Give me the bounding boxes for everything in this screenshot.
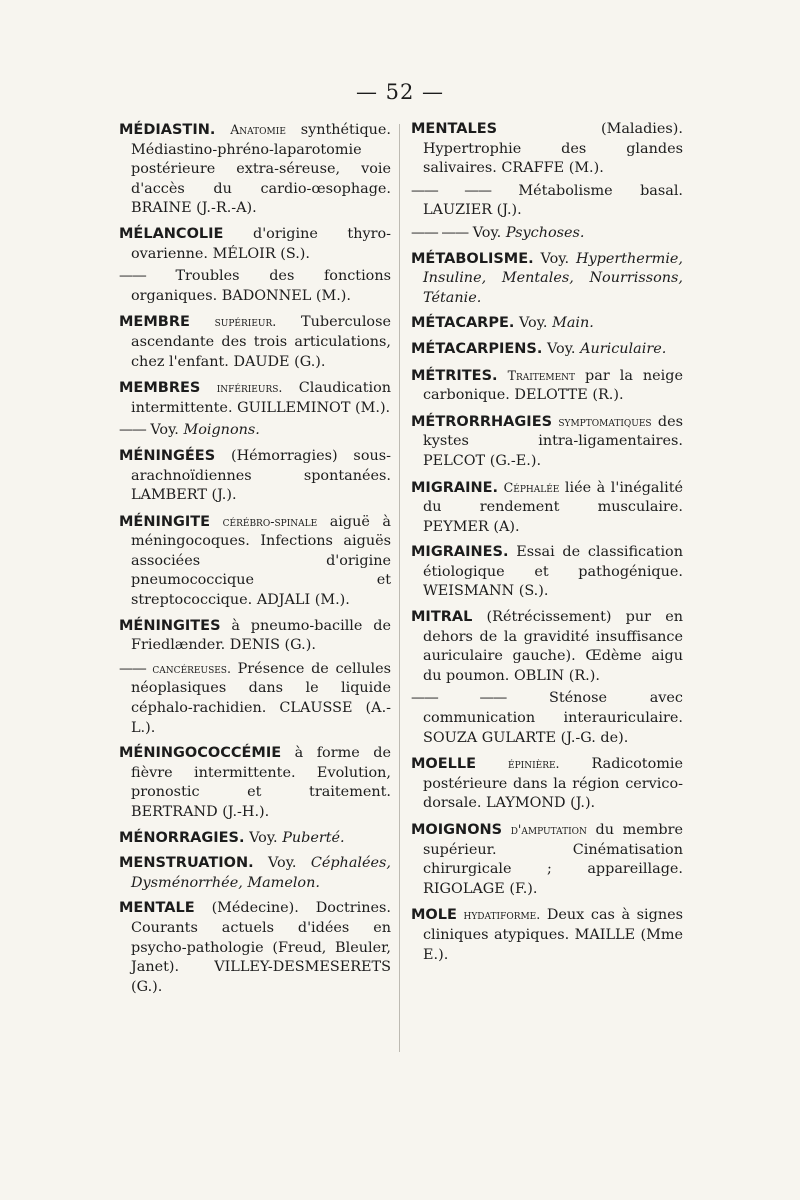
index-entry: [411, 543, 683, 602]
entry-cross-reference: Céphalées, Dysménorrhée, Mamelon.: [131, 855, 391, 891]
entry-headword: MÉDIASTIN.: [119, 122, 216, 138]
index-entry: [411, 820, 683, 899]
index-entry: [411, 224, 683, 244]
entry-author: VILLEY-DESMESERETS (G.).: [131, 959, 391, 995]
entry-subheading: Anatomie: [230, 122, 286, 137]
entry-subheading: hydatiforme.: [463, 907, 541, 923]
entry-headword: MOIGNONS: [411, 822, 503, 838]
entry-cross-reference: Hyperthermie, Insuline, Mentales, Nourrissons, Tétanie.: [423, 250, 684, 306]
entry-text: Voy.: [267, 855, 297, 872]
continuation-dash: —— ——: [411, 224, 469, 241]
entry-text: synthétique. Médiastino-phréno-laparotomie postérieure extra-séreuse, voie d'accès du cardio-œsophage.: [131, 122, 392, 197]
index-entry: [411, 340, 683, 360]
entry-author: DELOTTE (R.).: [514, 387, 624, 404]
entry-subheading: cancéreuses.: [152, 660, 231, 676]
entry-headword: MITRAL: [411, 609, 473, 626]
index-entry: [119, 421, 391, 441]
index-entry: [411, 366, 683, 406]
entry-text: Voy.: [150, 422, 179, 439]
entry-text: Sténose avec communication interauriculaire.: [423, 690, 683, 727]
entry-author: DAUDE (G.).: [233, 353, 326, 370]
entry-author: PELCOT (G.-E.).: [423, 452, 542, 469]
entry-text: (Rétrécissement) pur en dehors de la gravidité insuffisance auriculaire gauche). Œdème aigu du poumon.: [423, 609, 683, 684]
entry-author: OBLIN (R.).: [513, 667, 600, 684]
entry-headword: MÉLANCOLIE: [119, 225, 224, 242]
index-entry: [119, 120, 391, 219]
entry-headword: MÉNINGITES: [119, 617, 221, 634]
entry-headword: MÉTACARPE.: [411, 315, 515, 332]
entry-text: aiguë à méningocoques. Infections aiguës associées d'origine pneumococcique et streptococcique.: [131, 513, 392, 609]
entry-author: PEYMER (A).: [423, 518, 520, 535]
entry-text: d'origine thyro-ovarienne.: [131, 225, 392, 262]
entry-text: Radicotomie postérieure dans la région cervico-dorsale.: [423, 756, 684, 812]
index-entry: [411, 689, 683, 748]
entry-author: MAILLE (Mme E.).: [423, 926, 684, 963]
entry-text: Tuberculose ascendante des trois articulations, chez l'enfant.: [131, 314, 391, 370]
entry-text: liée à l'inégalité du rendement musculaire.: [423, 479, 684, 516]
entry-headword: MEMBRES: [119, 380, 201, 397]
index-entry: [411, 608, 683, 686]
index-entry: [119, 378, 391, 418]
entry-author: WEISMANN (S.).: [423, 583, 549, 600]
continuation-dash: —— ——: [411, 182, 491, 199]
index-entry: [119, 854, 391, 893]
entry-text: par la neige carbonique.: [423, 367, 684, 404]
entry-headword: MÉNINGOCOCCÉMIE: [119, 745, 282, 762]
entry-subheading: d'amputation: [510, 822, 587, 837]
entry-headword: MENTALES: [411, 121, 498, 137]
entry-author: BADONNEL (M.).: [221, 287, 351, 304]
entry-text: (Hémorragies) sous-arachnoïdiennes spontanées.: [131, 447, 391, 484]
index-entry: [119, 744, 391, 822]
entry-subheading: inférieurs.: [216, 380, 283, 396]
right-column: [411, 120, 683, 971]
entry-headword: MÉTRITES.: [411, 367, 498, 384]
index-entry: [411, 412, 683, 472]
entry-cross-reference: Puberté.: [282, 829, 345, 846]
entry-text: Présence de cellules néoplasiques dans le liquide céphalo-rachidien.: [131, 660, 391, 717]
entry-text: (Maladies). Hypertrophie des glandes salivaires.: [423, 121, 683, 177]
entry-subheading: Traitement: [507, 367, 576, 383]
page-number: — 52 —: [355, 80, 445, 104]
entry-text: Essai de classification étiologique et pathogénique.: [423, 544, 683, 580]
entry-headword: MÉNINGÉES: [119, 447, 216, 464]
entry-author: SOUZA GULARTE (J.-G. de).: [423, 729, 629, 746]
entry-text: Voy.: [546, 340, 576, 357]
entry-headword: MOLE: [411, 907, 457, 924]
entry-author: DENIS (G.).: [229, 637, 316, 654]
index-entry: [119, 312, 391, 372]
entry-text: à pneumo-bacille de Friedlænder.: [131, 617, 391, 654]
entry-headword: MIGRAINES.: [411, 544, 509, 561]
index-entry: [411, 905, 683, 965]
entry-text: Voy.: [540, 250, 570, 267]
index-entry: [119, 512, 391, 611]
index-entry: [411, 754, 683, 814]
left-column: [119, 120, 391, 1003]
entry-text: Deux cas à signes cliniques atypiques.: [423, 907, 684, 943]
entry-author: CRAFFE (M.).: [501, 160, 604, 177]
entry-text: Claudication intermittente.: [131, 380, 392, 416]
entry-author: MÉLOIR (S.).: [212, 245, 310, 262]
entry-author: BERTRAND (J.-H.).: [131, 804, 270, 820]
entry-cross-reference: Moignons.: [183, 422, 260, 439]
entry-author: ADJALI (M.).: [256, 592, 350, 609]
entry-headword: MÉNINGITE: [119, 513, 211, 530]
entry-subheading: supérieur.: [214, 314, 277, 330]
entry-text: Troubles des fonctions organiques.: [131, 268, 391, 304]
entry-headword: MOELLE: [411, 756, 477, 773]
entry-text: à forme de fièvre intermittente. Evolution, pronostic et traitement.: [131, 745, 391, 801]
continuation-dash: —— ——: [411, 690, 507, 707]
entry-headword: MÉTRORRHAGIES: [411, 413, 553, 430]
entry-headword: MÉNORRAGIES.: [119, 829, 245, 846]
entry-subheading: cérébro-spinale: [222, 513, 318, 529]
index-entry: [411, 314, 683, 334]
index-entry: [119, 447, 391, 506]
entry-subheading: symptomatiques: [558, 413, 652, 429]
continuation-dash: ——: [119, 660, 146, 677]
entry-headword: MÉTACARPIENS.: [411, 340, 543, 357]
index-entry: [411, 478, 683, 538]
index-entry: [119, 617, 391, 656]
entry-author: CLAUSSE (A.-L.).: [131, 700, 392, 736]
index-entry: [119, 659, 391, 738]
entry-subheading: Céphalée: [503, 479, 560, 495]
entry-text: des kystes intra-ligamentaires.: [423, 413, 683, 450]
index-entry: [411, 250, 683, 309]
entry-headword: MÉTABOLISME.: [411, 250, 534, 267]
entry-text: Voy.: [249, 829, 278, 846]
entry-author: LAYMOND (J.).: [486, 795, 596, 812]
entry-text: Voy.: [472, 224, 502, 241]
entry-headword: MEMBRE: [119, 314, 190, 331]
entry-text: Voy.: [518, 315, 548, 332]
entry-headword: MIGRAINE.: [411, 479, 499, 496]
entry-text: (Médecine). Doctrines. Courants actuels d'idées en psycho-pathologie (Freud, Bleuler, Janet).: [131, 900, 392, 976]
index-entry: [411, 182, 683, 221]
entry-author: LAMBERT (J.).: [131, 487, 237, 504]
entry-headword: MENSTRUATION.: [119, 855, 254, 872]
index-entry: [119, 899, 391, 997]
index-entry: [119, 829, 391, 849]
entry-cross-reference: Auriculaire.: [580, 340, 667, 357]
entry-headword: MENTALE: [119, 900, 195, 917]
entry-cross-reference: Psychoses.: [505, 224, 585, 241]
entry-cross-reference: Main.: [552, 315, 594, 332]
column-divider: [399, 124, 400, 1052]
continuation-dash: ——: [119, 268, 146, 285]
entry-text: du membre supérieur. Cinématisation chirurgicale ; appareillage.: [423, 822, 683, 878]
index-entry: [119, 267, 391, 306]
entry-text: Métabolisme basal.: [518, 182, 683, 199]
entry-author: RIGOLAGE (F.).: [423, 880, 538, 897]
entry-author: GUILLEMINOT (M.).: [237, 399, 391, 416]
index-entry: [411, 120, 683, 179]
continuation-dash: ——: [119, 422, 146, 439]
entry-author: LAUZIER (J.).: [423, 202, 522, 219]
index-entry: [119, 225, 391, 264]
entry-subheading: épinière.: [508, 756, 560, 772]
entry-author: BRAINE (J.-R.-A).: [131, 200, 257, 217]
